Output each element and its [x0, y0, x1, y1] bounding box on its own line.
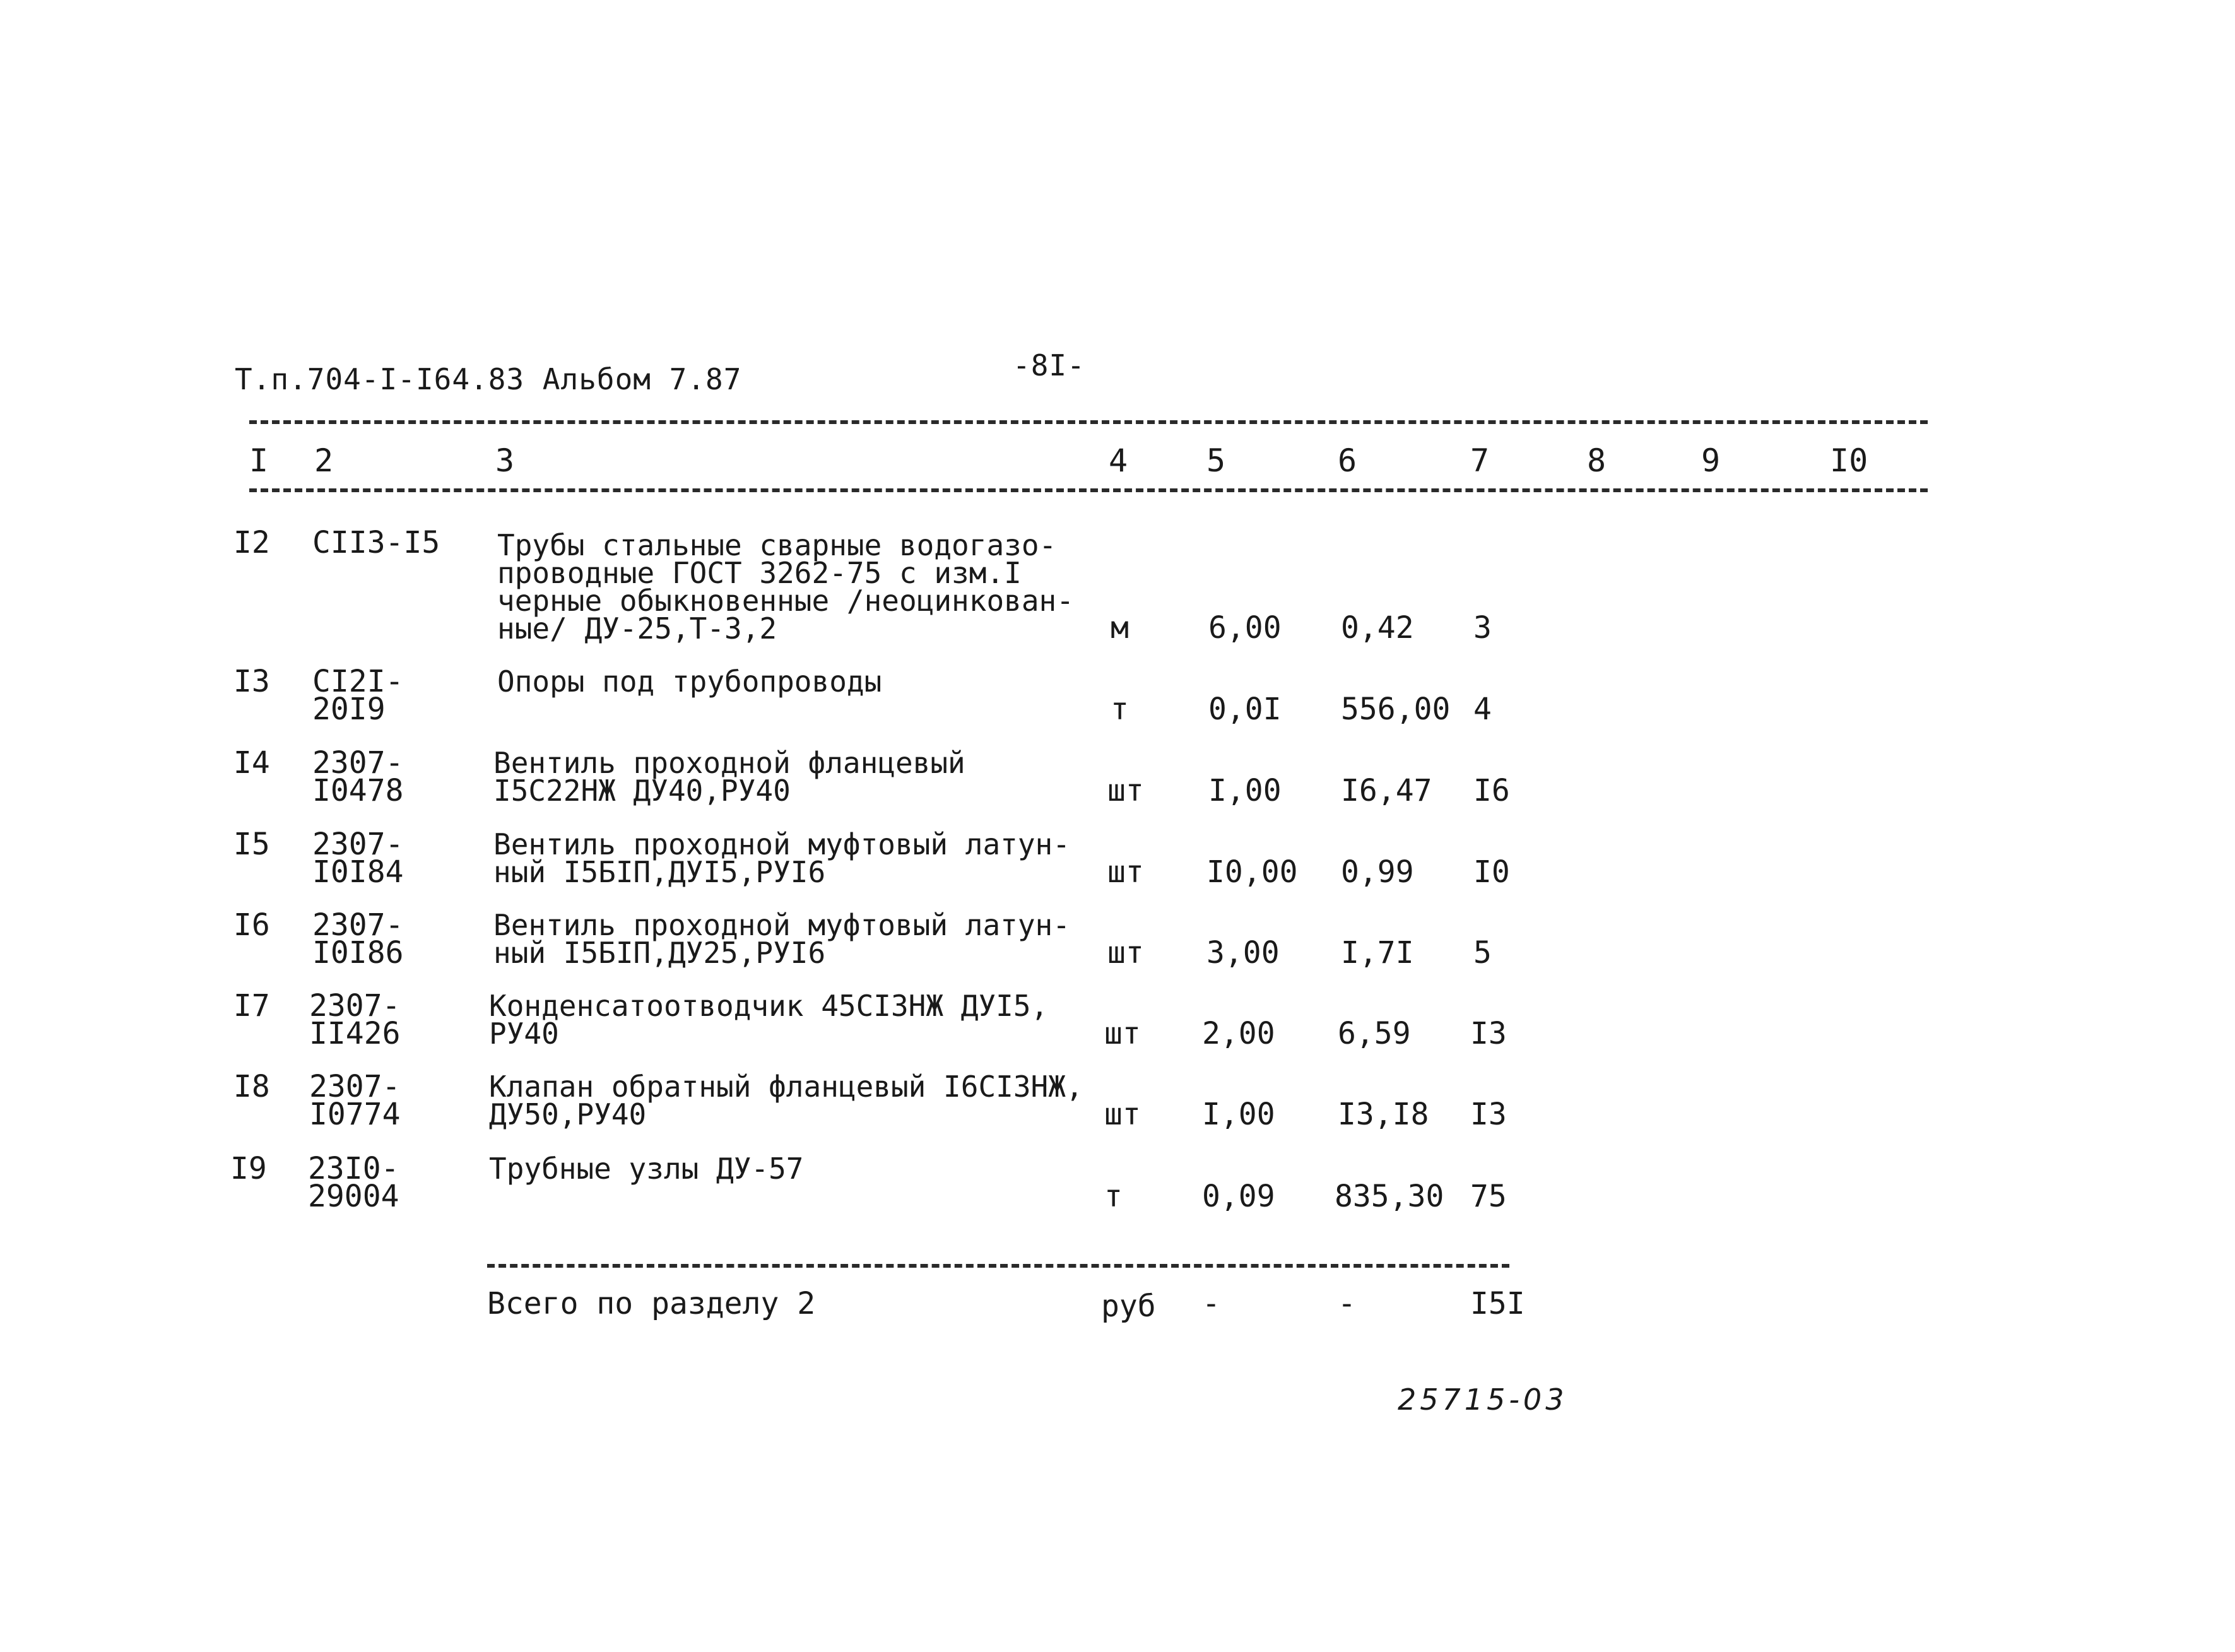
column-header: 6	[1338, 442, 1357, 479]
quantity: I0,00	[1206, 854, 1298, 890]
page-number: -8I-	[1013, 348, 1085, 382]
item-description: Вентиль проходной фланцевый I5С22НЖ ДУ40,РУ40	[493, 746, 965, 808]
total-cost: 75	[1470, 1179, 1507, 1214]
total-cost: 5	[1473, 935, 1492, 971]
column-header: 4	[1109, 442, 1128, 479]
row-number: I4	[233, 745, 270, 781]
row-number: I8	[233, 1069, 270, 1104]
price-code: 2307- I0I84	[312, 827, 404, 890]
column-header: I0	[1830, 442, 1868, 479]
row-number: I2	[233, 525, 270, 560]
price-code: СI2I- 20I9	[312, 664, 404, 727]
quantity: I,00	[1202, 1097, 1275, 1132]
summary-rule	[487, 1264, 1509, 1268]
summary-label: Всего по разделу 2	[487, 1286, 816, 1321]
unit-price: I,7I	[1341, 935, 1414, 971]
unit: шт	[1107, 854, 1144, 890]
total-cost: I0	[1473, 854, 1510, 890]
row-number: I7	[233, 988, 270, 1024]
price-code: СII3-I5	[312, 525, 440, 560]
unit-price: 0,99	[1341, 854, 1414, 890]
column-header: 2	[314, 442, 334, 479]
quantity: 0,0I	[1208, 692, 1282, 727]
item-description: Опоры под трубопроводы	[497, 664, 882, 699]
column-header: 3	[495, 442, 515, 479]
column-header: 9	[1701, 442, 1721, 479]
table-top-rule	[249, 420, 1928, 424]
total-cost: I3	[1470, 1097, 1507, 1132]
unit-price: 0,42	[1341, 610, 1414, 646]
total-cost: I3	[1470, 1016, 1507, 1051]
unit: шт	[1107, 773, 1144, 808]
quantity: 0,09	[1202, 1179, 1275, 1214]
quantity: I,00	[1208, 773, 1282, 808]
price-code: 2307- I0I86	[312, 907, 404, 971]
column-header: 8	[1587, 442, 1607, 479]
row-number: I5	[233, 827, 270, 862]
unit: шт	[1104, 1016, 1141, 1051]
unit: шт	[1104, 1097, 1141, 1132]
price-code: 2307- II426	[309, 988, 401, 1051]
unit-price: 6,59	[1338, 1016, 1411, 1051]
item-description: Трубы стальные сварные водогазо- проводные ГОСТ 3262-75 с изм.I черные обыкновенные /неоцинкован- ные/ ДУ-25,Т-3,2	[497, 528, 1074, 646]
summary-quantity: -	[1202, 1286, 1220, 1321]
item-description: Клапан обратный фланцевый I6СI3НЖ, ДУ50,РУ40	[489, 1070, 1083, 1131]
unit-price: 835,30	[1335, 1179, 1444, 1214]
row-number: I9	[230, 1151, 267, 1186]
document-reference: Т.п.704-I-I64.83 Альбом 7.87	[235, 362, 742, 396]
column-header: 5	[1206, 442, 1226, 479]
quantity: 6,00	[1208, 610, 1282, 646]
total-cost: 4	[1473, 692, 1492, 727]
item-description: Вентиль проходной муфтовый латун- ный I5БIП,ДУ25,РУI6	[493, 908, 1070, 970]
unit: т	[1104, 1179, 1123, 1214]
unit-price: 556,00	[1341, 692, 1451, 727]
unit-price: I6,47	[1341, 773, 1432, 808]
summary-price: -	[1338, 1286, 1356, 1321]
quantity: 3,00	[1206, 935, 1280, 971]
column-header: 7	[1470, 442, 1490, 479]
header-bottom-rule	[249, 488, 1928, 492]
unit: т	[1111, 692, 1129, 727]
summary-unit: руб	[1101, 1289, 1156, 1324]
item-description: Трубные узлы ДУ-57	[489, 1152, 804, 1186]
total-cost: I6	[1473, 773, 1510, 808]
total-cost: 3	[1473, 610, 1492, 646]
summary-total: I5I	[1470, 1286, 1525, 1321]
item-description: Вентиль проходной муфтовый латун- ный I5БIП,ДУI5,РУI6	[493, 827, 1070, 889]
handwritten-number: 25715-03	[1398, 1383, 1568, 1417]
unit: шт	[1107, 935, 1144, 971]
unit: м	[1111, 610, 1129, 646]
quantity: 2,00	[1202, 1016, 1275, 1051]
row-number: I6	[233, 907, 270, 943]
price-code: 2307- I0774	[309, 1069, 401, 1132]
column-header: I	[249, 442, 269, 479]
price-code: 23I0- 29004	[308, 1151, 399, 1214]
unit-price: I3,I8	[1338, 1097, 1429, 1132]
price-code: 2307- I0478	[312, 745, 404, 808]
item-description: Конденсатоотводчик 45СI3НЖ ДУI5, РУ40	[489, 989, 1049, 1051]
row-number: I3	[233, 664, 270, 699]
